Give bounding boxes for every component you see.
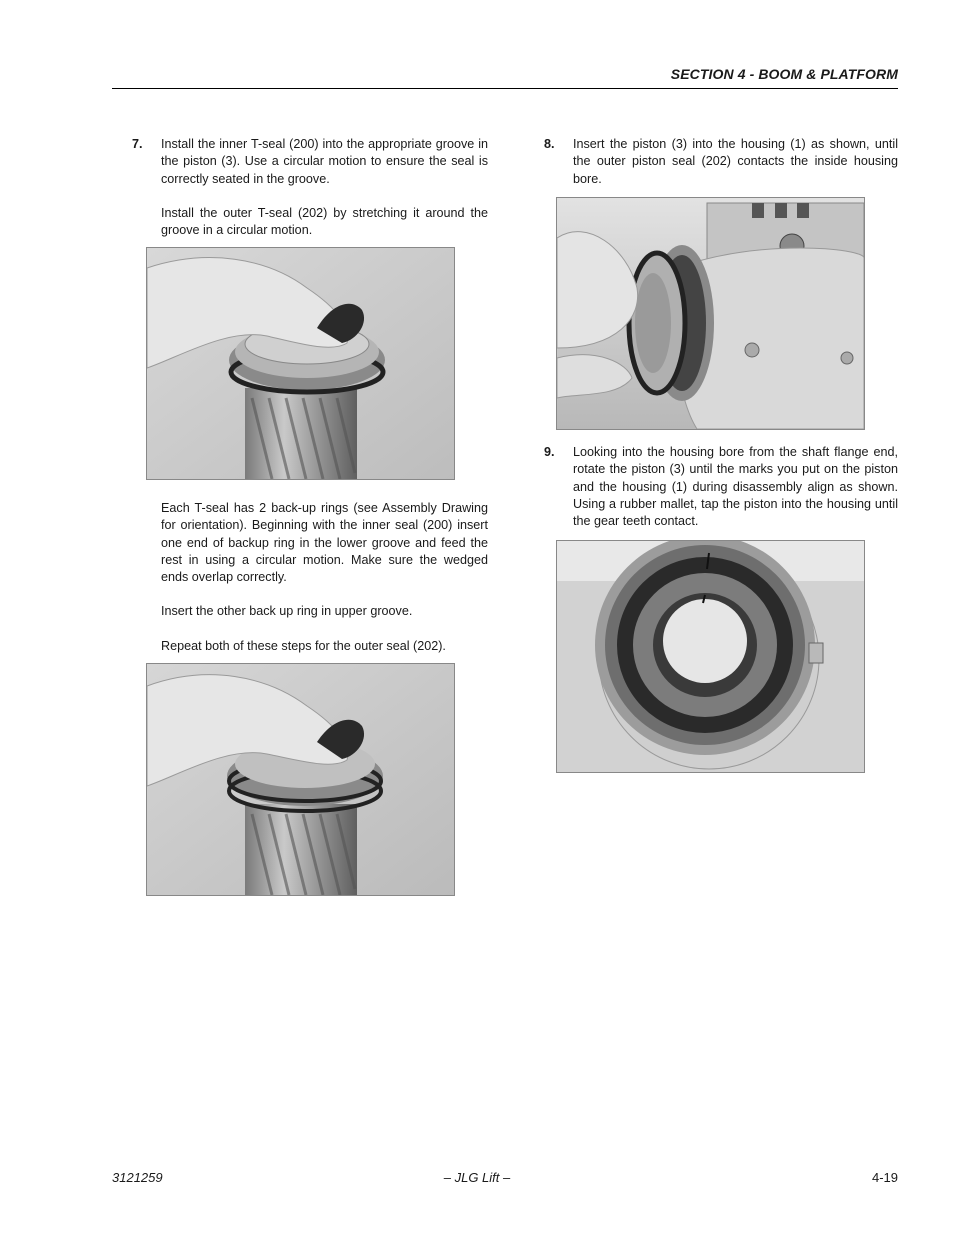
step-9	[544, 444, 898, 530]
photo-piston-into-housing	[556, 197, 865, 430]
paragraph-outer-seal: Install the outer T-seal (202) by stretching it around the groove in a circular motion.	[161, 205, 488, 238]
doc-number: 3121259	[112, 1170, 163, 1185]
paragraph-other-ring: Insert the other back up ring in upper groove.	[161, 604, 413, 619]
paragraph-backup-rings: Each T-seal has 2 back-up rings (see Assembly Drawing for orientation). Beginning with the inner seal (200) insert one end of backup ring in the lower groove and feed the rest in using a circular motion. Make sure the wedged ends overlap correctly.	[161, 501, 488, 585]
step-text: Looking into the housing bore from the shaft flange end, rotate the piston (3) until the marks you put on the piston and the housing (1) during disassembly align as shown. Using a rubber mallet, tap the piston into the housing until the gear teeth contact.	[573, 445, 898, 529]
step-number: 7.	[132, 137, 143, 151]
step-7	[132, 136, 488, 188]
footer-brand: – JLG Lift –	[443, 1170, 511, 1185]
photo-backup-ring-install	[146, 663, 455, 896]
left-column	[132, 136, 488, 239]
step-number: 8.	[544, 137, 555, 151]
paragraph-repeat: Repeat both of these steps for the outer seal (202).	[161, 638, 446, 653]
right-column	[544, 136, 898, 188]
left-column-lower	[132, 500, 488, 655]
step-text: Install the inner T-seal (200) into the appropriate groove in the piston (3). Use a circular motion to ensure the seal is correctly seated in the groove.	[161, 137, 488, 186]
right-column-lower	[544, 444, 898, 530]
step-8	[544, 136, 898, 188]
page-number: 4-19	[871, 1170, 898, 1185]
step-text: Insert the piston (3) into the housing (1) as shown, until the outer piston seal (202) contacts the inside housing bore.	[573, 137, 898, 186]
page-header	[112, 62, 898, 89]
section-title: SECTION 4 - BOOM & PLATFORM	[670, 66, 898, 82]
step-number: 9.	[544, 445, 555, 459]
photo-housing-bore	[556, 540, 865, 773]
photo-tseal-install	[146, 247, 455, 480]
